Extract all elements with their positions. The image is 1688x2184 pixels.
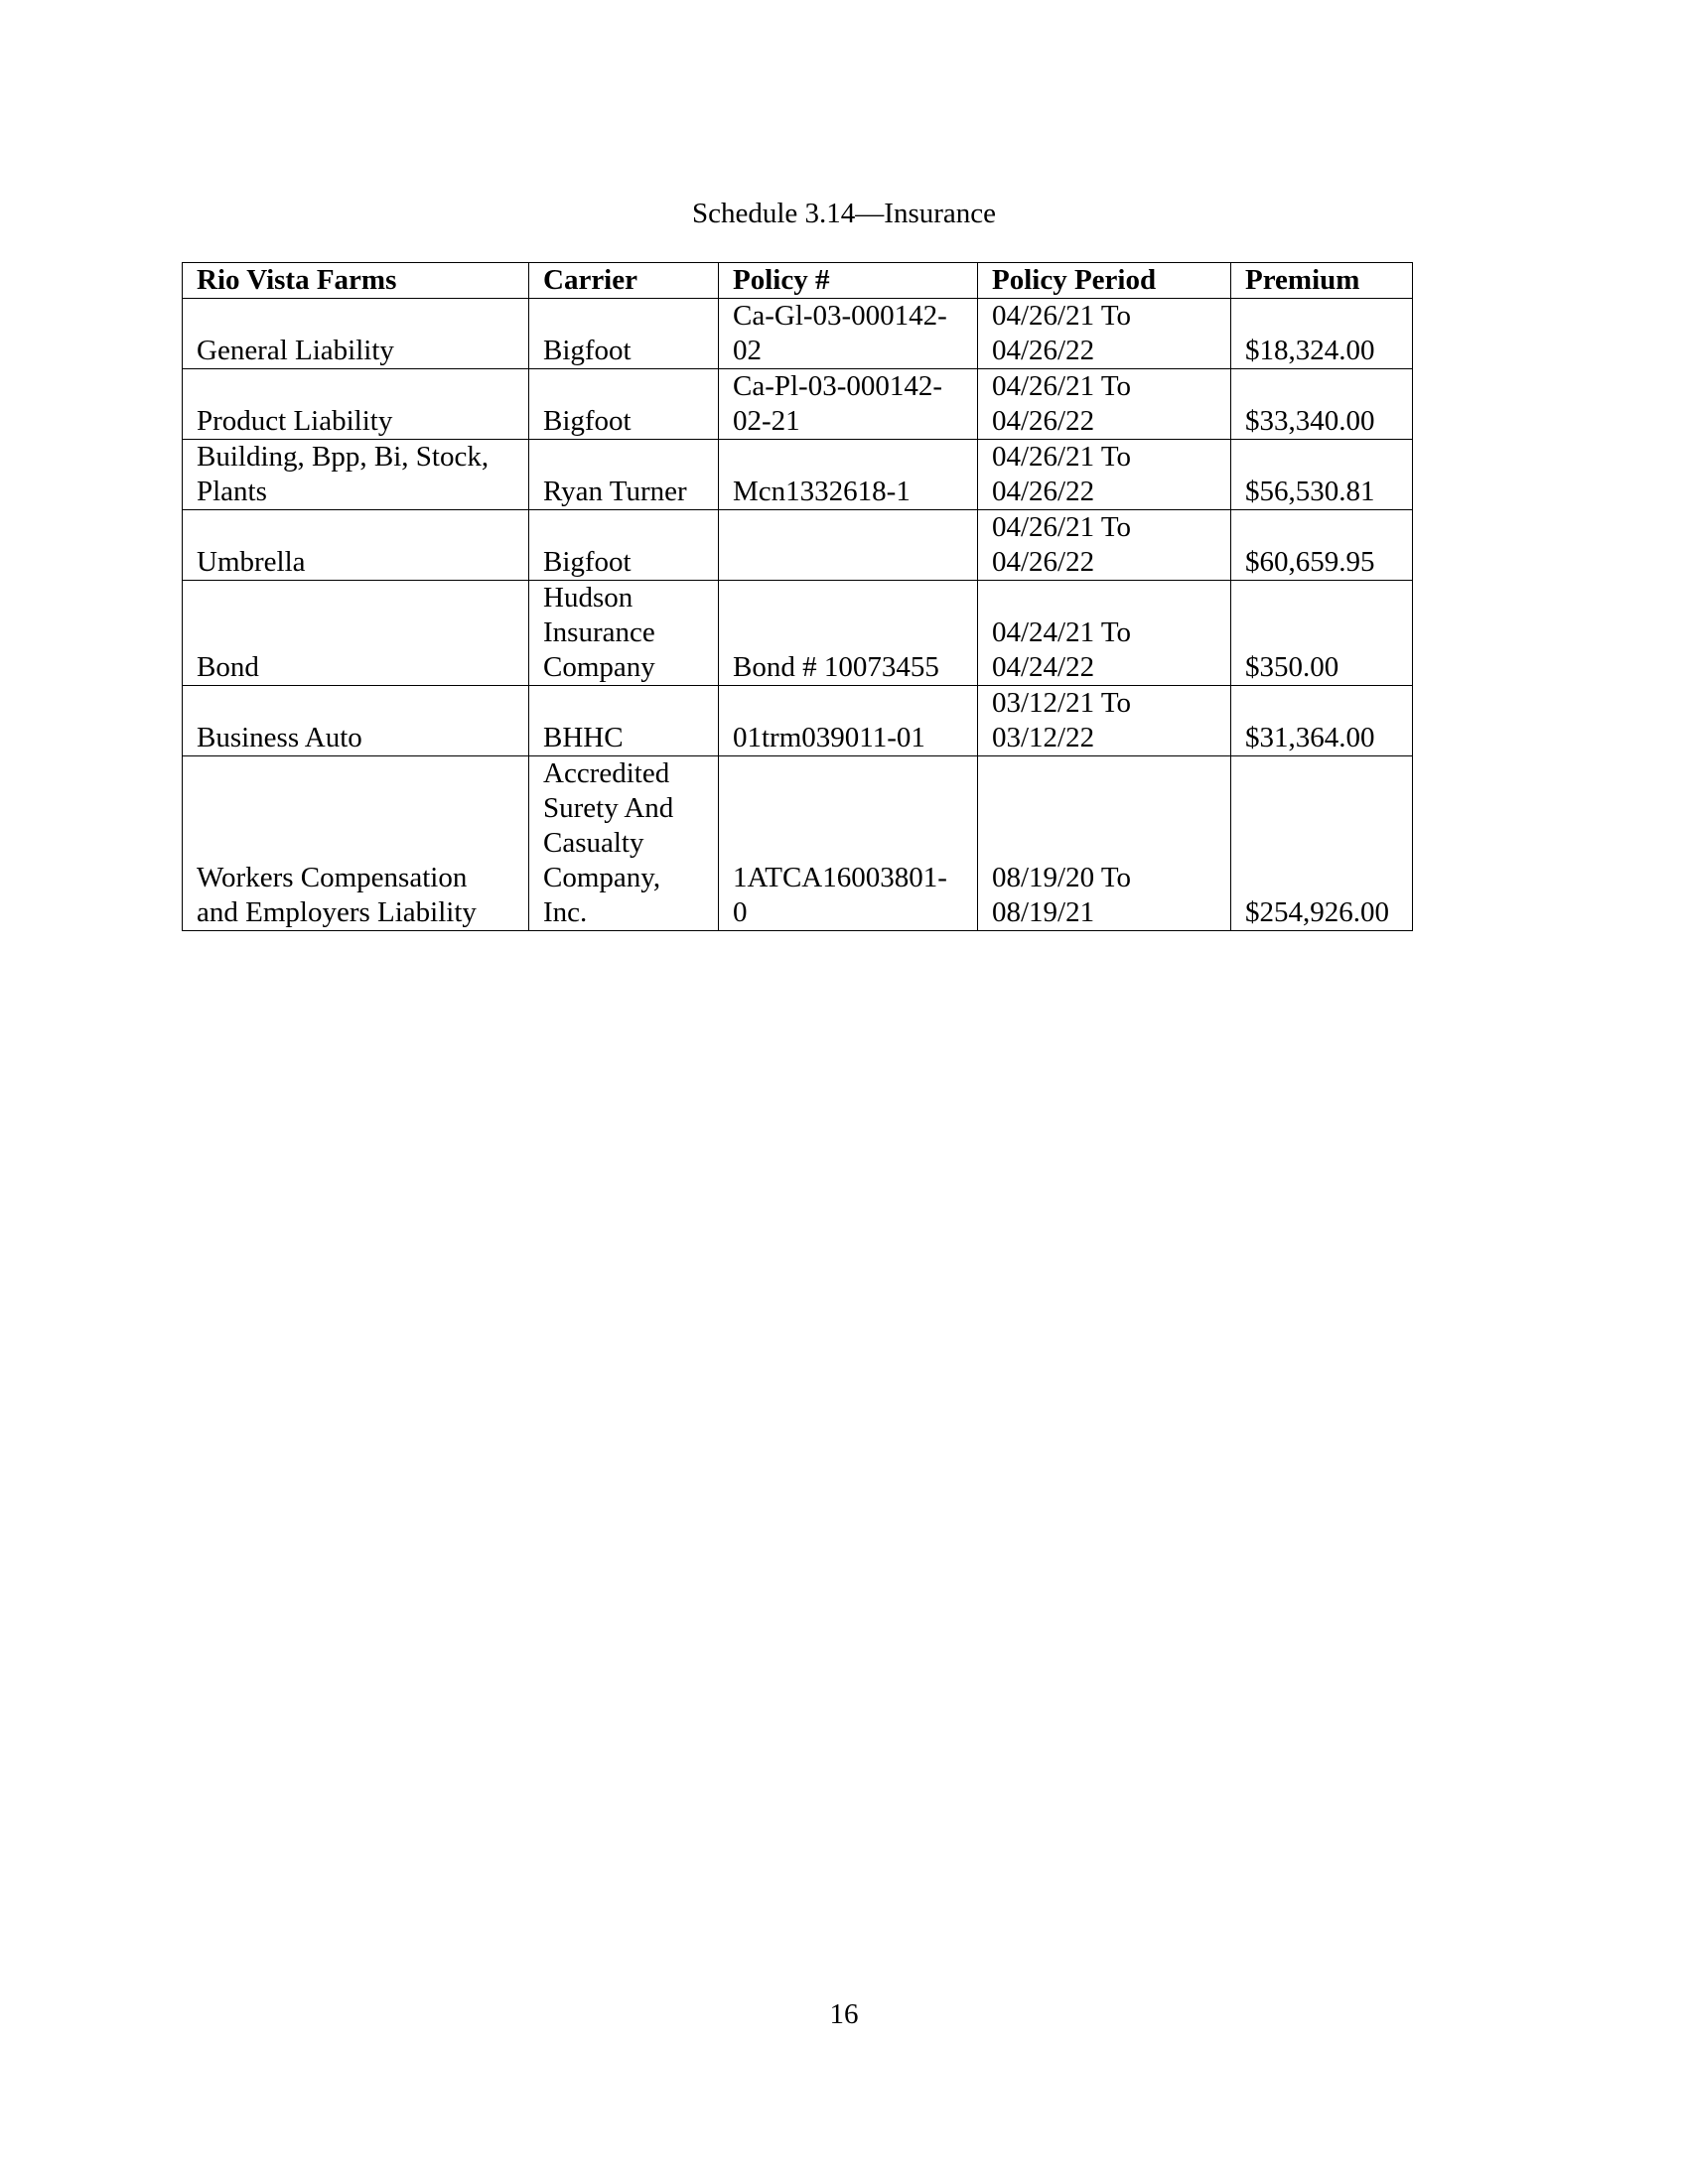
coverage-cell: General Liability	[183, 299, 529, 369]
policy-cell	[719, 510, 978, 581]
table-header-row	[183, 263, 1413, 299]
column-header-policy: Policy #	[719, 263, 978, 299]
coverage-cell: Umbrella	[183, 510, 529, 581]
carrier-cell: Hudson Insurance Company	[529, 581, 719, 686]
premium-cell: $33,340.00	[1231, 369, 1413, 440]
coverage-cell: Workers Compensation and Employers Liability	[183, 756, 529, 931]
table-row	[183, 440, 1413, 510]
period-cell: 04/26/21 To 04/26/22	[978, 440, 1231, 510]
period-cell: 08/19/20 To 08/19/21	[978, 756, 1231, 931]
carrier-cell: Ryan Turner	[529, 440, 719, 510]
premium-cell: $18,324.00	[1231, 299, 1413, 369]
period-cell: 04/26/21 To 04/26/22	[978, 299, 1231, 369]
insurance-schedule-table	[182, 262, 1413, 931]
policy-cell: 01trm039011-01	[719, 686, 978, 756]
carrier-cell: BHHC	[529, 686, 719, 756]
page-number: 16	[829, 1998, 859, 2030]
table-row	[183, 686, 1413, 756]
premium-cell: $31,364.00	[1231, 686, 1413, 756]
column-header-premium: Premium	[1231, 263, 1413, 299]
policy-cell: Ca-Gl-03-000142- 02	[719, 299, 978, 369]
policy-cell: Mcn1332618-1	[719, 440, 978, 510]
coverage-cell: Bond	[183, 581, 529, 686]
table-row	[183, 369, 1413, 440]
page-title: Schedule 3.14—Insurance	[691, 198, 996, 229]
column-header-policy-period: Policy Period	[978, 263, 1231, 299]
column-header-carrier: Carrier	[529, 263, 719, 299]
premium-cell: $254,926.00	[1231, 756, 1413, 931]
carrier-cell: Bigfoot	[529, 369, 719, 440]
policy-cell: Ca-Pl-03-000142- 02-21	[719, 369, 978, 440]
policy-cell: 1ATCA16003801- 0	[719, 756, 978, 931]
carrier-cell: Accredited Surety And Casualty Company, Inc.	[529, 756, 719, 931]
table-row	[183, 581, 1413, 686]
carrier-cell: Bigfoot	[529, 510, 719, 581]
period-cell: 04/24/21 To 04/24/22	[978, 581, 1231, 686]
period-cell: 03/12/21 To 03/12/22	[978, 686, 1231, 756]
coverage-cell: Product Liability	[183, 369, 529, 440]
table-row	[183, 510, 1413, 581]
policy-cell: Bond # 10073455	[719, 581, 978, 686]
column-header-coverage: Rio Vista Farms	[183, 263, 529, 299]
period-cell: 04/26/21 To 04/26/22	[978, 369, 1231, 440]
table-row	[183, 756, 1413, 931]
coverage-cell: Building, Bpp, Bi, Stock, Plants	[183, 440, 529, 510]
table-row	[183, 299, 1413, 369]
premium-cell: $350.00	[1231, 581, 1413, 686]
coverage-cell: Business Auto	[183, 686, 529, 756]
carrier-cell: Bigfoot	[529, 299, 719, 369]
premium-cell: $60,659.95	[1231, 510, 1413, 581]
period-cell: 04/26/21 To 04/26/22	[978, 510, 1231, 581]
premium-cell: $56,530.81	[1231, 440, 1413, 510]
